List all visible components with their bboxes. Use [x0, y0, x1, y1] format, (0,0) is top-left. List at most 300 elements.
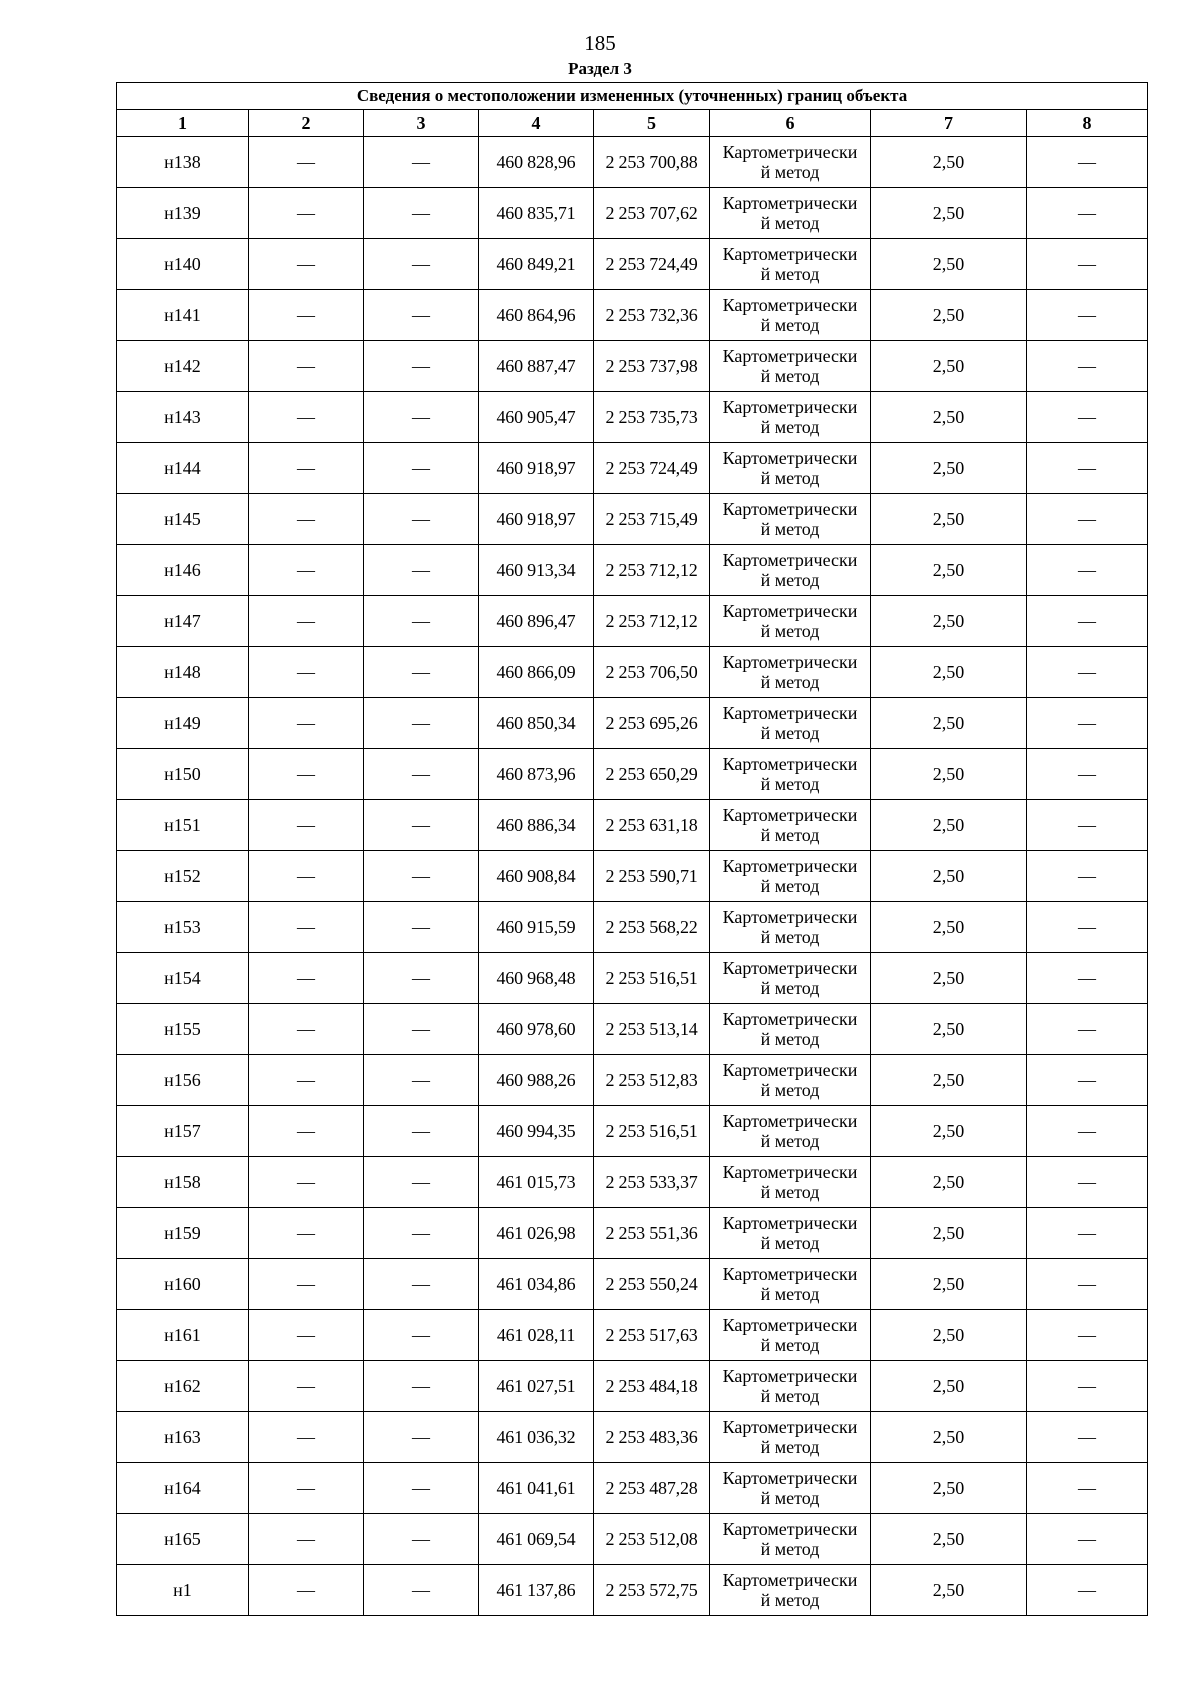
method-cell: [710, 596, 871, 647]
new-x: 460 887,47: [479, 341, 594, 392]
accuracy: 2,50: [871, 1463, 1027, 1514]
method-cell: [710, 1055, 871, 1106]
description: —: [1027, 443, 1148, 494]
old-y: —: [364, 1463, 479, 1514]
old-x: —: [249, 851, 364, 902]
table-row: [117, 137, 1148, 188]
method-cell: [710, 239, 871, 290]
method-line-2: й метод: [760, 1131, 820, 1151]
new-x: 460 978,60: [479, 1004, 594, 1055]
method-line-2: й метод: [760, 825, 820, 845]
method-line-2: й метод: [760, 774, 820, 794]
new-y: 2 253 700,88: [594, 137, 710, 188]
point-number: н138: [117, 137, 249, 188]
method-line-2: й метод: [760, 570, 820, 590]
method-line-2: й метод: [760, 1437, 820, 1457]
new-y: 2 253 550,24: [594, 1259, 710, 1310]
method-cell: [710, 188, 871, 239]
new-x: 460 913,34: [479, 545, 594, 596]
accuracy: 2,50: [871, 953, 1027, 1004]
point-number: н163: [117, 1412, 249, 1463]
description: —: [1027, 596, 1148, 647]
method-line-1: Картометрически: [722, 907, 858, 927]
description: —: [1027, 494, 1148, 545]
old-y: —: [364, 1412, 479, 1463]
accuracy: 2,50: [871, 545, 1027, 596]
column-number-6: 6: [710, 110, 871, 137]
column-number-5: 5: [594, 110, 710, 137]
table-caption: Сведения о местоположении измененных (уточненных) границ объекта: [117, 83, 1148, 110]
old-x: —: [249, 494, 364, 545]
method-line-1: Картометрически: [722, 448, 858, 468]
new-y: 2 253 724,49: [594, 239, 710, 290]
accuracy: 2,50: [871, 494, 1027, 545]
page-number: 185: [584, 31, 616, 55]
description: —: [1027, 698, 1148, 749]
old-y: —: [364, 902, 479, 953]
point-number: н142: [117, 341, 249, 392]
method-cell: [710, 1310, 871, 1361]
method-cell: [710, 392, 871, 443]
accuracy: 2,50: [871, 290, 1027, 341]
method-line-1: Картометрически: [722, 601, 858, 621]
method-line-1: Картометрически: [722, 193, 858, 213]
column-number-4: 4: [479, 110, 594, 137]
old-y: —: [364, 1055, 479, 1106]
column-number-1: 1: [117, 110, 249, 137]
old-x: —: [249, 1157, 364, 1208]
point-number: н165: [117, 1514, 249, 1565]
table-row: [117, 1004, 1148, 1055]
method-line-2: й метод: [760, 468, 820, 488]
table-row: [117, 341, 1148, 392]
method-line-1: Картометрически: [722, 1213, 858, 1233]
method-line-1: Картометрически: [722, 346, 858, 366]
description: —: [1027, 1157, 1148, 1208]
old-x: —: [249, 239, 364, 290]
description: —: [1027, 1310, 1148, 1361]
method-line-2: й метод: [760, 315, 820, 335]
old-x: —: [249, 596, 364, 647]
method-line-2: й метод: [760, 1284, 820, 1304]
table-row: [117, 443, 1148, 494]
new-y: 2 253 533,37: [594, 1157, 710, 1208]
method-cell: [710, 545, 871, 596]
old-y: —: [364, 647, 479, 698]
old-y: —: [364, 1004, 479, 1055]
new-x: 461 137,86: [479, 1565, 594, 1616]
new-y: 2 253 712,12: [594, 596, 710, 647]
method-cell: [710, 800, 871, 851]
method-line-1: Картометрически: [722, 754, 858, 774]
old-y: —: [364, 851, 479, 902]
description: —: [1027, 1565, 1148, 1616]
old-y: —: [364, 953, 479, 1004]
new-x: 460 886,34: [479, 800, 594, 851]
method-line-2: й метод: [760, 672, 820, 692]
description: —: [1027, 800, 1148, 851]
table-row: [117, 749, 1148, 800]
table-row: [117, 647, 1148, 698]
description: —: [1027, 1004, 1148, 1055]
method-cell: [710, 1157, 871, 1208]
accuracy: 2,50: [871, 596, 1027, 647]
method-line-2: й метод: [760, 417, 820, 437]
description: —: [1027, 851, 1148, 902]
old-x: —: [249, 953, 364, 1004]
accuracy: 2,50: [871, 1310, 1027, 1361]
description: —: [1027, 1106, 1148, 1157]
table-row: [117, 1565, 1148, 1616]
old-x: —: [249, 1412, 364, 1463]
method-line-1: Картометрически: [722, 1417, 858, 1437]
old-x: —: [249, 1055, 364, 1106]
accuracy: 2,50: [871, 1565, 1027, 1616]
new-y: 2 253 712,12: [594, 545, 710, 596]
method-line-1: Картометрически: [722, 397, 858, 417]
table-row: [117, 1259, 1148, 1310]
method-line-1: Картометрически: [722, 703, 858, 723]
old-x: —: [249, 647, 364, 698]
method-cell: [710, 341, 871, 392]
old-x: —: [249, 1463, 364, 1514]
point-number: н144: [117, 443, 249, 494]
old-x: —: [249, 290, 364, 341]
point-number: н145: [117, 494, 249, 545]
description: —: [1027, 749, 1148, 800]
method-line-2: й метод: [760, 519, 820, 539]
old-y: —: [364, 341, 479, 392]
old-y: —: [364, 596, 479, 647]
description: —: [1027, 1463, 1148, 1514]
method-line-1: Картометрически: [722, 1366, 858, 1386]
old-y: —: [364, 494, 479, 545]
table-row: [117, 494, 1148, 545]
table-row: [117, 392, 1148, 443]
method-cell: [710, 851, 871, 902]
method-line-1: Картометрически: [722, 856, 858, 876]
accuracy: 2,50: [871, 1106, 1027, 1157]
old-x: —: [249, 902, 364, 953]
method-cell: [710, 1514, 871, 1565]
method-line-2: й метод: [760, 1080, 820, 1100]
method-line-2: й метод: [760, 978, 820, 998]
method-line-2: й метод: [760, 723, 820, 743]
old-x: —: [249, 1361, 364, 1412]
new-x: 461 069,54: [479, 1514, 594, 1565]
old-y: —: [364, 188, 479, 239]
method-cell: [710, 953, 871, 1004]
old-y: —: [364, 1361, 479, 1412]
method-cell: [710, 698, 871, 749]
method-line-1: Картометрически: [722, 244, 858, 264]
old-x: —: [249, 1565, 364, 1616]
method-line-1: Картометрически: [722, 1570, 858, 1590]
new-y: 2 253 551,36: [594, 1208, 710, 1259]
old-y: —: [364, 392, 479, 443]
method-line-2: й метод: [760, 621, 820, 641]
coordinates-table: [116, 82, 1148, 1616]
point-number: н154: [117, 953, 249, 1004]
accuracy: 2,50: [871, 749, 1027, 800]
new-x: 460 915,59: [479, 902, 594, 953]
new-x: 460 918,97: [479, 443, 594, 494]
method-line-1: Картометрически: [722, 1315, 858, 1335]
description: —: [1027, 1514, 1148, 1565]
new-y: 2 253 724,49: [594, 443, 710, 494]
new-x: 460 905,47: [479, 392, 594, 443]
old-x: —: [249, 137, 364, 188]
point-number: н152: [117, 851, 249, 902]
accuracy: 2,50: [871, 1208, 1027, 1259]
method-cell: [710, 1208, 871, 1259]
method-cell: [710, 1106, 871, 1157]
old-y: —: [364, 290, 479, 341]
method-line-1: Картометрически: [722, 550, 858, 570]
new-x: 460 896,47: [479, 596, 594, 647]
old-y: —: [364, 1106, 479, 1157]
new-x: 461 027,51: [479, 1361, 594, 1412]
point-number: н159: [117, 1208, 249, 1259]
old-y: —: [364, 137, 479, 188]
new-y: 2 253 483,36: [594, 1412, 710, 1463]
method-line-2: й метод: [760, 1488, 820, 1508]
new-x: 461 026,98: [479, 1208, 594, 1259]
new-x: 461 034,86: [479, 1259, 594, 1310]
description: —: [1027, 902, 1148, 953]
new-x: 461 041,61: [479, 1463, 594, 1514]
old-x: —: [249, 1004, 364, 1055]
old-y: —: [364, 1565, 479, 1616]
point-number: н160: [117, 1259, 249, 1310]
new-y: 2 253 695,26: [594, 698, 710, 749]
new-y: 2 253 631,18: [594, 800, 710, 851]
new-y: 2 253 707,62: [594, 188, 710, 239]
column-number-7: 7: [871, 110, 1027, 137]
new-y: 2 253 572,75: [594, 1565, 710, 1616]
table-row: [117, 1208, 1148, 1259]
table-row: [117, 1055, 1148, 1106]
accuracy: 2,50: [871, 1514, 1027, 1565]
old-y: —: [364, 443, 479, 494]
old-x: —: [249, 545, 364, 596]
new-x: 460 918,97: [479, 494, 594, 545]
table-row: [117, 800, 1148, 851]
new-x: 461 015,73: [479, 1157, 594, 1208]
table-row: [117, 596, 1148, 647]
point-number: н153: [117, 902, 249, 953]
new-y: 2 253 732,36: [594, 290, 710, 341]
accuracy: 2,50: [871, 188, 1027, 239]
column-number-2: 2: [249, 110, 364, 137]
new-x: 460 866,09: [479, 647, 594, 698]
point-number: н164: [117, 1463, 249, 1514]
method-line-1: Картометрически: [722, 1264, 858, 1284]
old-y: —: [364, 545, 479, 596]
table-row: [117, 290, 1148, 341]
new-y: 2 253 484,18: [594, 1361, 710, 1412]
method-line-2: й метод: [760, 213, 820, 233]
old-y: —: [364, 1259, 479, 1310]
old-x: —: [249, 1106, 364, 1157]
old-x: —: [249, 800, 364, 851]
table-row: [117, 1463, 1148, 1514]
method-line-1: Картометрически: [722, 805, 858, 825]
column-number-8: 8: [1027, 110, 1148, 137]
method-line-2: й метод: [760, 1182, 820, 1202]
description: —: [1027, 1055, 1148, 1106]
new-y: 2 253 590,71: [594, 851, 710, 902]
table-row: [117, 953, 1148, 1004]
method-cell: [710, 902, 871, 953]
method-line-1: Картометрически: [722, 1162, 858, 1182]
point-number: н147: [117, 596, 249, 647]
method-cell: [710, 1004, 871, 1055]
new-y: 2 253 513,14: [594, 1004, 710, 1055]
accuracy: 2,50: [871, 392, 1027, 443]
column-number-3: 3: [364, 110, 479, 137]
point-number: н140: [117, 239, 249, 290]
new-y: 2 253 516,51: [594, 953, 710, 1004]
method-line-1: Картометрически: [722, 142, 858, 162]
point-number: н150: [117, 749, 249, 800]
new-y: 2 253 512,08: [594, 1514, 710, 1565]
accuracy: 2,50: [871, 698, 1027, 749]
description: —: [1027, 1259, 1148, 1310]
old-x: —: [249, 392, 364, 443]
description: —: [1027, 953, 1148, 1004]
old-y: —: [364, 800, 479, 851]
new-x: 460 835,71: [479, 188, 594, 239]
point-number: н161: [117, 1310, 249, 1361]
new-y: 2 253 737,98: [594, 341, 710, 392]
description: —: [1027, 1361, 1148, 1412]
method-line-1: Картометрически: [722, 1519, 858, 1539]
method-line-2: й метод: [760, 1335, 820, 1355]
old-x: —: [249, 1259, 364, 1310]
description: —: [1027, 188, 1148, 239]
method-line-2: й метод: [760, 366, 820, 386]
old-x: —: [249, 1514, 364, 1565]
new-x: 460 994,35: [479, 1106, 594, 1157]
method-line-1: Картометрически: [722, 1009, 858, 1029]
new-y: 2 253 517,63: [594, 1310, 710, 1361]
method-line-2: й метод: [760, 1233, 820, 1253]
table-row: [117, 698, 1148, 749]
table-row: [117, 1106, 1148, 1157]
method-line-2: й метод: [760, 264, 820, 284]
description: —: [1027, 290, 1148, 341]
point-number: н146: [117, 545, 249, 596]
new-x: 460 988,26: [479, 1055, 594, 1106]
method-cell: [710, 443, 871, 494]
old-x: —: [249, 443, 364, 494]
new-x: 461 036,32: [479, 1412, 594, 1463]
old-x: —: [249, 188, 364, 239]
method-cell: [710, 290, 871, 341]
old-y: —: [364, 698, 479, 749]
section-title: Раздел 3: [568, 59, 632, 78]
accuracy: 2,50: [871, 1259, 1027, 1310]
method-line-1: Картометрически: [722, 295, 858, 315]
new-y: 2 253 487,28: [594, 1463, 710, 1514]
method-cell: [710, 494, 871, 545]
new-x: 461 028,11: [479, 1310, 594, 1361]
description: —: [1027, 137, 1148, 188]
new-x: 460 908,84: [479, 851, 594, 902]
point-number: н157: [117, 1106, 249, 1157]
accuracy: 2,50: [871, 239, 1027, 290]
point-number: н155: [117, 1004, 249, 1055]
description: —: [1027, 392, 1148, 443]
new-x: 460 850,34: [479, 698, 594, 749]
method-cell: [710, 1565, 871, 1616]
new-x: 460 828,96: [479, 137, 594, 188]
new-y: 2 253 715,49: [594, 494, 710, 545]
method-line-1: Картометрически: [722, 499, 858, 519]
point-number: н156: [117, 1055, 249, 1106]
new-y: 2 253 516,51: [594, 1106, 710, 1157]
accuracy: 2,50: [871, 647, 1027, 698]
point-number: н148: [117, 647, 249, 698]
point-number: н158: [117, 1157, 249, 1208]
old-y: —: [364, 1208, 479, 1259]
column-number-row: [117, 110, 1148, 137]
table-row: [117, 1310, 1148, 1361]
description: —: [1027, 1208, 1148, 1259]
old-x: —: [249, 1208, 364, 1259]
old-x: —: [249, 1310, 364, 1361]
accuracy: 2,50: [871, 1157, 1027, 1208]
method-line-2: й метод: [760, 1539, 820, 1559]
new-y: 2 253 650,29: [594, 749, 710, 800]
description: —: [1027, 647, 1148, 698]
method-cell: [710, 137, 871, 188]
point-number: н139: [117, 188, 249, 239]
description: —: [1027, 341, 1148, 392]
table-row: [117, 1157, 1148, 1208]
new-x: 460 864,96: [479, 290, 594, 341]
accuracy: 2,50: [871, 1361, 1027, 1412]
old-x: —: [249, 341, 364, 392]
old-y: —: [364, 1157, 479, 1208]
method-line-1: Картометрически: [722, 1060, 858, 1080]
method-cell: [710, 749, 871, 800]
accuracy: 2,50: [871, 1004, 1027, 1055]
new-x: 460 968,48: [479, 953, 594, 1004]
table-row: [117, 1361, 1148, 1412]
point-number: н143: [117, 392, 249, 443]
table-row: [117, 902, 1148, 953]
table-row: [117, 188, 1148, 239]
accuracy: 2,50: [871, 443, 1027, 494]
method-line-1: Картометрически: [722, 958, 858, 978]
new-x: 460 873,96: [479, 749, 594, 800]
method-cell: [710, 1412, 871, 1463]
point-number: н149: [117, 698, 249, 749]
new-y: 2 253 512,83: [594, 1055, 710, 1106]
old-y: —: [364, 239, 479, 290]
point-number: н141: [117, 290, 249, 341]
new-y: 2 253 735,73: [594, 392, 710, 443]
point-number: н151: [117, 800, 249, 851]
method-cell: [710, 1259, 871, 1310]
old-y: —: [364, 1514, 479, 1565]
table-row: [117, 1412, 1148, 1463]
accuracy: 2,50: [871, 902, 1027, 953]
table-body: [117, 137, 1148, 1616]
method-line-1: Картометрически: [722, 1111, 858, 1131]
